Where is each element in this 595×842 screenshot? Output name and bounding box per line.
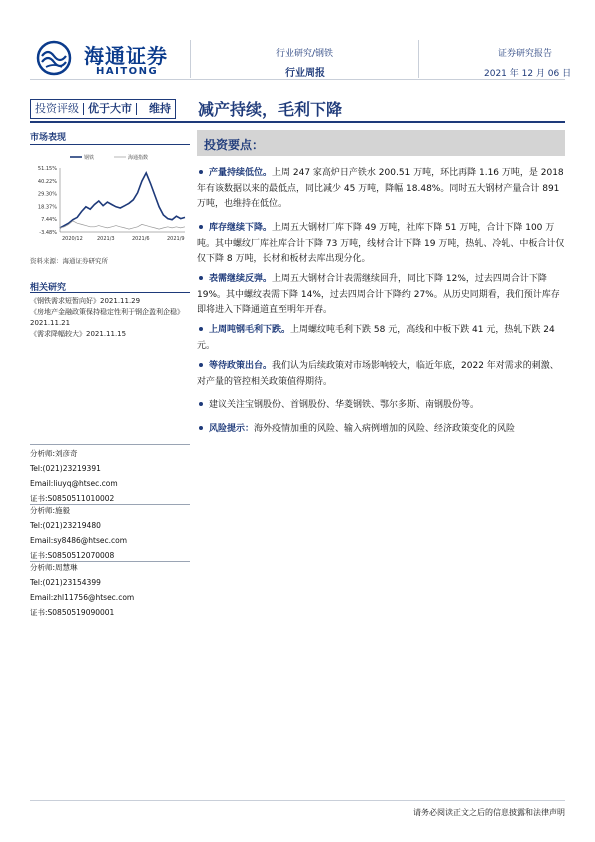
market-performance-chart: [30, 150, 190, 248]
y-tick-label: 18.37%: [37, 204, 57, 211]
analyst-name: 分析师:周慧琳: [30, 563, 78, 572]
header-divider: [418, 40, 419, 78]
bullet-icon: [199, 225, 203, 229]
report-date: 2021 年 12 月 06 日: [484, 69, 572, 79]
haitong-logo-icon: [36, 40, 72, 76]
key-points-heading: 投资要点：: [204, 138, 265, 152]
rating-action: 维持: [149, 102, 171, 115]
analyst-block: [30, 503, 190, 563]
footer-rule: [30, 800, 565, 801]
analyst-name: 分析师:施毅: [30, 506, 71, 515]
analyst-tel: Tel:(021)23219391: [30, 464, 101, 473]
report-category: 行业研究/钢铁: [276, 49, 334, 59]
analyst-email[interactable]: Email:sy8486@htsec.com: [30, 536, 128, 545]
header-divider: [190, 40, 191, 78]
rating-bar: [30, 99, 176, 119]
series-line-haitong-index: [60, 221, 185, 229]
logo-text-cn: 海通证券: [84, 44, 168, 68]
key-point-text: 建议关注宝钢股份、首钢股份、华菱钢铁、鄂尔多斯、南钢股份等。: [209, 400, 480, 410]
key-point-text: 海外疫情加重的风险、输入病例增加的风险、经济政策变化的风险: [254, 424, 516, 434]
market-heading: 市场表现: [30, 133, 67, 143]
x-tick-label: 2021/9: [167, 236, 185, 242]
analyst-cert: 证书:S0850512070008: [30, 551, 115, 560]
key-point-text: 上周五大钢材厂库下降 49 万吨，社库下降 51 万吨，合计下降 100 万吨。其中螺纹厂库社库合计下降 73 万吨，线材合计下降 19 万吨，热轧、冷轧、中板合计仅仅下降 8 万吨，长材和板材去库出现分化。: [197, 223, 565, 264]
analyst-tel: Tel:(021)23154399: [30, 578, 101, 587]
key-point-text: 上周五大钢材合计表需继续回升，同比下降 12%，过去四周合计下降 19%。其中螺纹表需下降 14%，过去四周合计下降约 27%。从历史同期看，我们预计库存即将进入下降通道直至明年开春。: [197, 274, 560, 315]
key-point-lead: 表需继续反弹。: [209, 274, 273, 284]
y-tick-label: 40.22%: [37, 178, 57, 185]
analyst-block: [30, 446, 190, 506]
related-item[interactable]: 《需求降幅较大》2021.11.15: [30, 330, 127, 338]
y-tick-label: 7.44%: [41, 217, 57, 224]
analyst-cert: 证书:S0850511010002: [30, 494, 115, 503]
series-line-steel: [60, 173, 185, 228]
key-point-lead: 库存继续下降。: [209, 223, 273, 233]
key-point-lead: 风险提示：: [209, 424, 255, 434]
rating-label: 投资评级: [35, 102, 79, 115]
analyst-tel: Tel:(021)23219480: [30, 521, 101, 530]
related-item[interactable]: 《钢铁需求短暂向好》2021.11.29: [30, 297, 141, 305]
key-point: [197, 359, 565, 390]
firm-report-label: 证券研究报告: [498, 49, 553, 59]
x-tick-label: 2021/6: [132, 236, 150, 242]
analyst-email[interactable]: Email:zhl11756@htsec.com: [30, 593, 135, 602]
rating-value: 优于大市: [88, 102, 132, 115]
key-point-lead: 等待政策出台。: [209, 361, 273, 371]
x-tick-label: 2020/12: [62, 236, 83, 242]
analyst-block: [30, 560, 190, 620]
bullet-icon: [199, 426, 203, 430]
page-title: 减产持续，毛利下降: [198, 100, 343, 119]
related-item[interactable]: 《房地产金融政策保持稳定性利于钢企盈利企稳》2021.11.21: [30, 308, 184, 327]
analyst-cert: 证书:S0850519090001: [30, 608, 115, 617]
logo-text-en: HAITONG: [96, 66, 159, 77]
report-type: 行业周报: [285, 68, 325, 79]
chart-source: 资料来源：海通证券研究所: [30, 257, 108, 265]
key-point: [197, 272, 565, 319]
section-rule: [30, 144, 190, 145]
analyst-email[interactable]: Email:liuyq@htsec.com: [30, 479, 118, 488]
key-point-lead: 上周吨钢毛利下跌。: [209, 325, 291, 335]
bullet-icon: [199, 327, 203, 331]
footer-disclaimer[interactable]: 请务必阅读正文之后的信息披露和法律声明: [413, 808, 565, 817]
section-rule: [30, 292, 190, 293]
key-point-text: 我们认为后续政策对市场影响较大，临近年底，2022 年对需求的刺激、对产量的管控相关政策值得期待。: [197, 361, 559, 387]
key-point: [197, 323, 565, 354]
y-tick-label: 29.30%: [37, 191, 57, 198]
related-list: [30, 296, 190, 340]
legend-label: 钢铁: [84, 155, 95, 161]
bullet-icon: [199, 170, 203, 174]
bullet-icon: [199, 276, 203, 280]
key-point: [197, 398, 565, 414]
legend-label: 海通指数: [128, 155, 149, 161]
y-tick-label: -3.48%: [39, 230, 57, 236]
y-tick-label: 51.15%: [37, 166, 57, 172]
analyst-name: 分析师:刘彦奇: [30, 449, 78, 458]
analyst-rule: [30, 444, 190, 445]
key-point-lead: 产量持续低位。: [209, 168, 273, 178]
header-rule: [30, 79, 565, 80]
bullet-icon: [199, 402, 203, 406]
key-point-text: 上周 247 家高炉日产铁水 200.51 万吨，环比再降 1.16 万吨，是 2018 年有该数据以来的最低点，同比减少 45 万吨，降幅 18.48%。同时五大钢材产量合计 891 万吨，也维持在低位。: [197, 168, 564, 209]
key-point: [197, 166, 565, 213]
key-point: [197, 221, 565, 268]
key-point-text: 上周螺纹吨毛利下跌 58 元，高线和中板下跌 41 元，热轧下跌 24 元。: [197, 325, 555, 351]
bullet-icon: [199, 363, 203, 367]
x-tick-label: 2021/3: [97, 236, 115, 242]
key-point: [197, 422, 565, 438]
title-rule: [30, 121, 565, 123]
related-heading: 相关研究: [30, 283, 67, 293]
